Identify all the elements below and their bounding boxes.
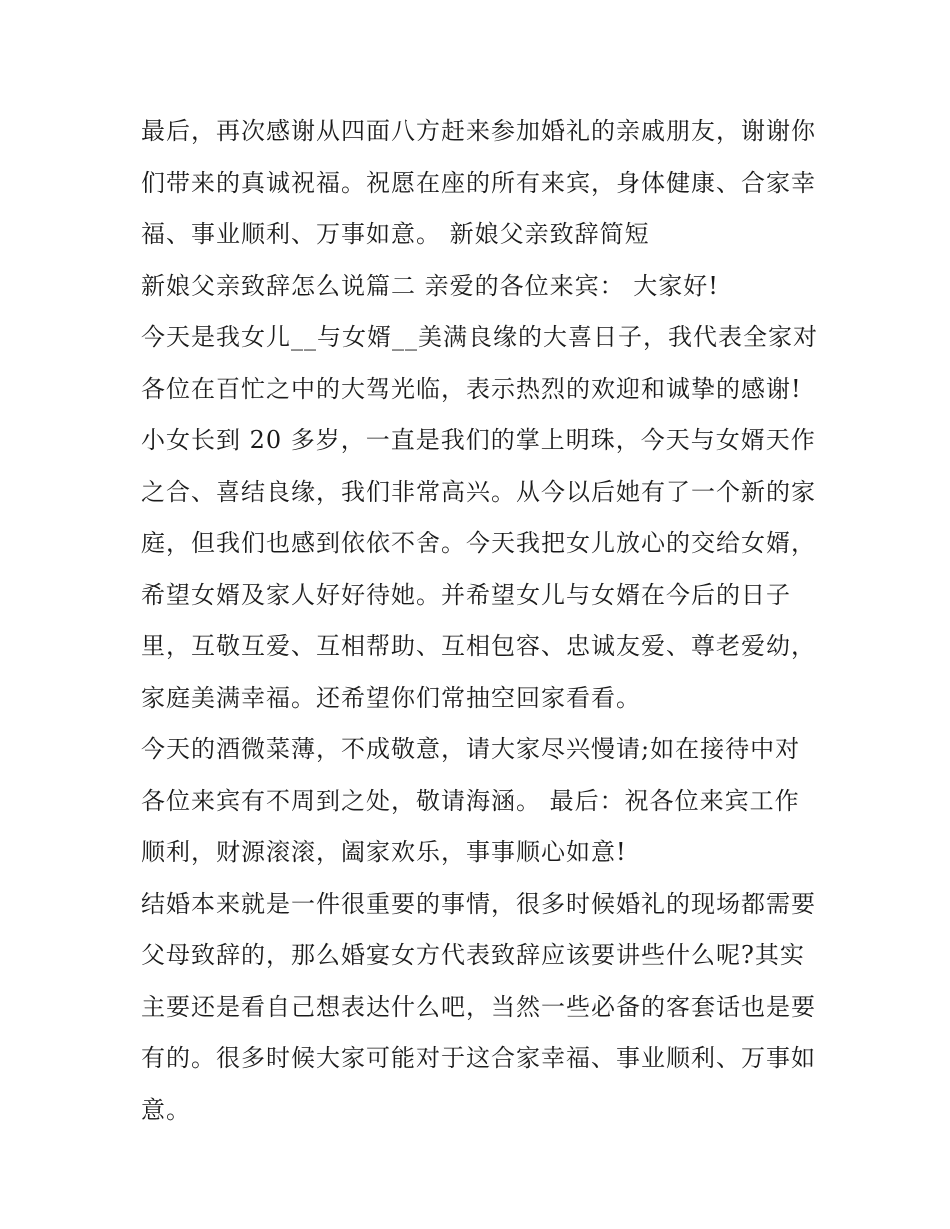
text-line: 福、事业顺利、万事如意。 新娘父亲致辞简短 xyxy=(141,220,650,248)
text-line: 家庭美满幸福。还希望你们常抽空回家看看。 xyxy=(141,683,641,712)
body-text xyxy=(141,106,831,1136)
text-line: 里，互敬互爱、互相帮助、互相包容、忠诚友爱、尊老爱幼， xyxy=(141,632,816,660)
text-line: 意。 xyxy=(141,1095,191,1124)
text-line: 之合、喜结良缘，我们非常高兴。从今以后她有了一个新的家 xyxy=(141,477,816,506)
text-line: 结婚本来就是一件很重要的事情，很多时候婚礼的现场都需要 xyxy=(141,889,816,918)
text-line: 各位在百忙之中的大驾光临，表示热烈的欢迎和诚挚的感谢! xyxy=(141,374,802,403)
text-line: 今天是我女儿__与女婿__美满良缘的大喜日子，我代表全家对 xyxy=(141,323,818,351)
text-line: 主要还是看自己想表达什么吧，当然一些必备的客套话也是要 xyxy=(141,992,816,1021)
text-line: 们带来的真诚祝福。祝愿在座的所有来宾，身体健康、合家幸 xyxy=(141,168,816,197)
text-line: 各位来宾有不周到之处，敬请海涵。 最后：祝各位来宾工作 xyxy=(141,786,800,815)
text-line: 有的。很多时候大家可能对于这合家幸福、事业顺利、万事如 xyxy=(141,1044,816,1072)
text-line: 小女长到 20 多岁，一直是我们的掌上明珠，今天与女婿天作 xyxy=(141,426,816,454)
text-line: 新娘父亲致辞怎么说篇二 亲爱的各位来宾： 大家好! xyxy=(141,271,719,300)
text-line: 今天的酒微菜薄，不成敬意，请大家尽兴慢请;如在接待中对 xyxy=(141,735,801,763)
text-line: 庭，但我们也感到依依不舍。今天我把女儿放心的交给女婿， xyxy=(141,529,816,557)
text-line: 父母致辞的，那么婚宴女方代表致辞应该要讲些什么呢?其实 xyxy=(141,941,805,969)
text-line: 最后，再次感谢从四面八方赶来参加婚礼的亲戚朋友，谢谢你 xyxy=(141,117,816,145)
text-line: 顺利，财源滚滚，阖家欢乐，事事顺心如意! xyxy=(141,838,627,866)
text-line: 希望女婿及家人好好待她。并希望女儿与女婿在今后的日子 xyxy=(141,580,791,609)
